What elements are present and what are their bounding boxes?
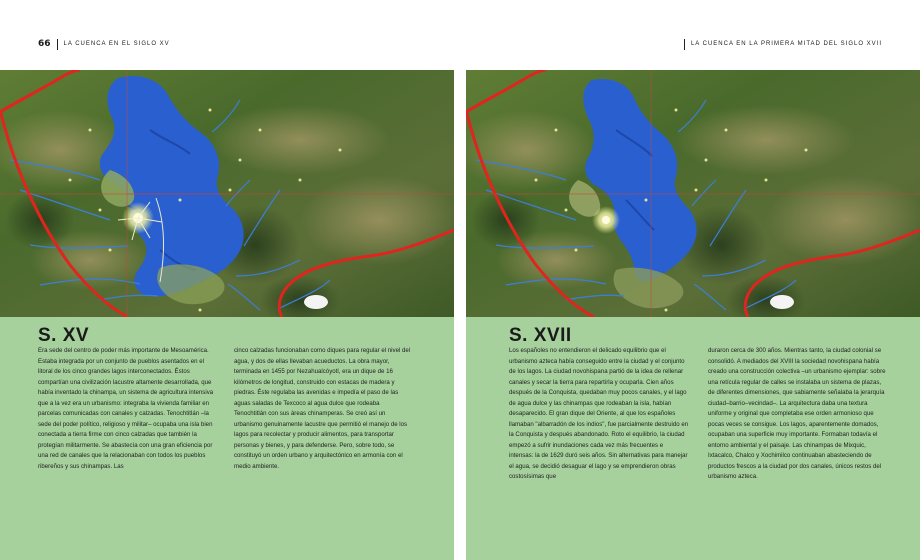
text-column-2 (234, 346, 412, 472)
left-page (0, 0, 454, 560)
left-running-head (38, 38, 170, 50)
paragraph: Era sede del centro de poder más importante de Mesoamérica. Estaba integrada por un conjunto de pueblos asentados en el litoral de los cinco grandes lagos interconectados. Éstos compartían una civilización lacustre altamente desarrollada, que había inventado la chinampa, un sistema de agricultura intensiva que a la vez era un urbanismo: integraba la vivienda familiar en parcelas comunicadas con canales y calzadas. Tenochtitlán –la sede del poder político, religioso y militar– ocupaba una isla bien conectada a tierra firme con cinco calzadas que también la protegían militarmente. Se abastecía con una gran eficiencia por una red de canales que la relacionaban con todos los pueblos ribereños y sus chinampas. Las (38, 347, 214, 470)
snow-cap-popocatepetl (770, 295, 794, 309)
text-column-1 (509, 346, 689, 483)
map-siglo-xvii (466, 70, 920, 317)
mountain-area (471, 190, 541, 250)
right-running-head (678, 38, 882, 50)
running-head-divider (684, 39, 685, 50)
right-page (466, 0, 920, 560)
text-column-2 (708, 346, 886, 483)
dry-terrain-patch (210, 105, 390, 175)
text-column-1 (38, 346, 216, 472)
section-heading-xvii: S. XVII (509, 325, 572, 346)
page-gutter (454, 0, 466, 560)
paragraph: cinco calzadas funcionaban como diques para regular el nivel del agua, y dos de ellas llevaban acueductos. La obra mayor, terminada en 1455 por Nezahualcóyotl, era un dique de 16 kilómetros de longitud, construido con estacas de madera y piedras. Éste regulaba las avenidas e impedía el paso de las aguas saladas de Texcoco al agua dulce que rodeaba Tenochtitlán con sus áreas chinamperas. Se creó así un urbanismo genuinamente lacustre que permitió el manejo de los lagos para recolectar y producir alimentos, para transportar personas y bienes, y para defenderse. Pero, sobre todo, se constituyó un orden urbano y arquitectónico en armonía con el medio ambiente. (234, 347, 411, 470)
mountain-area (5, 190, 75, 250)
map-siglo-xv (0, 70, 454, 317)
dry-terrain-patch (766, 175, 920, 265)
city-center (602, 216, 610, 224)
dry-terrain-patch (300, 175, 454, 265)
paragraph: duraron cerca de 300 años. Mientras tanto, la ciudad colonial se consolidó. A mediados del XVIII la sociedad novohispana había creado una construcción colectiva –un urbanismo ejemplar: sobre una retícula regular de calles se instalaba un sistema de plazas, de diferentes dimensiones, que sabiamente señalaba la jerarquía ciudad–barrio–vecindad–. La arquitectura daba una textura uniforme y original que completaba ese orden armonioso que pocas veces se consigue. Los lagos, aparentemente domados, ocupaban una superficie muy importante. Formaban todavía el entorno ambiental y el paisaje. Las chinampas de Mixquic, Ixtacalco, Chalco y Xochimilco continuaban abasteciendo de productos frescos a la ciudad por dos canales, únicos restos del urbanismo azteca. (708, 347, 886, 480)
page-number: 66 (38, 39, 51, 49)
dry-terrain-patch (676, 105, 856, 175)
left-running-head-title: LA CUENCA EN EL SIGLO XV (63, 41, 170, 47)
running-head-divider (57, 39, 58, 50)
right-running-head-title: LA CUENCA EN LA PRIMERA MITAD DEL SIGLO XVII (690, 41, 882, 47)
snow-cap-popocatepetl (304, 295, 328, 309)
section-heading-xv: S. XV (38, 325, 90, 346)
paragraph: Los españoles no entendieron el delicado equilibrio que el urbanismo azteca había conseguido entre la ciudad y el conjunto de los lagos. La ciudad novohispana partió de la idea de rellenar canales y secar la tierra para repartirla y ocuparla. Cien años después de la Conquista, quedaban muy pocos canales, y el lago de agua dulce y las chinampas que rodeaban la isla, habían desaparecido. El gran dique del Oriente, al que los españoles llamaban "albarradón de los indios", fue parcialmente destruido en la Conquista y después abandonado. Roto el equilibrio, la ciudad empezó a sufrir inundaciones cada vez más frecuentes e intensas: la de 1629 duró seis años. Sin alternativas para manejar el agua, se decidió desaguar el lago y se emprendieron obras costosísimas que (509, 347, 689, 480)
